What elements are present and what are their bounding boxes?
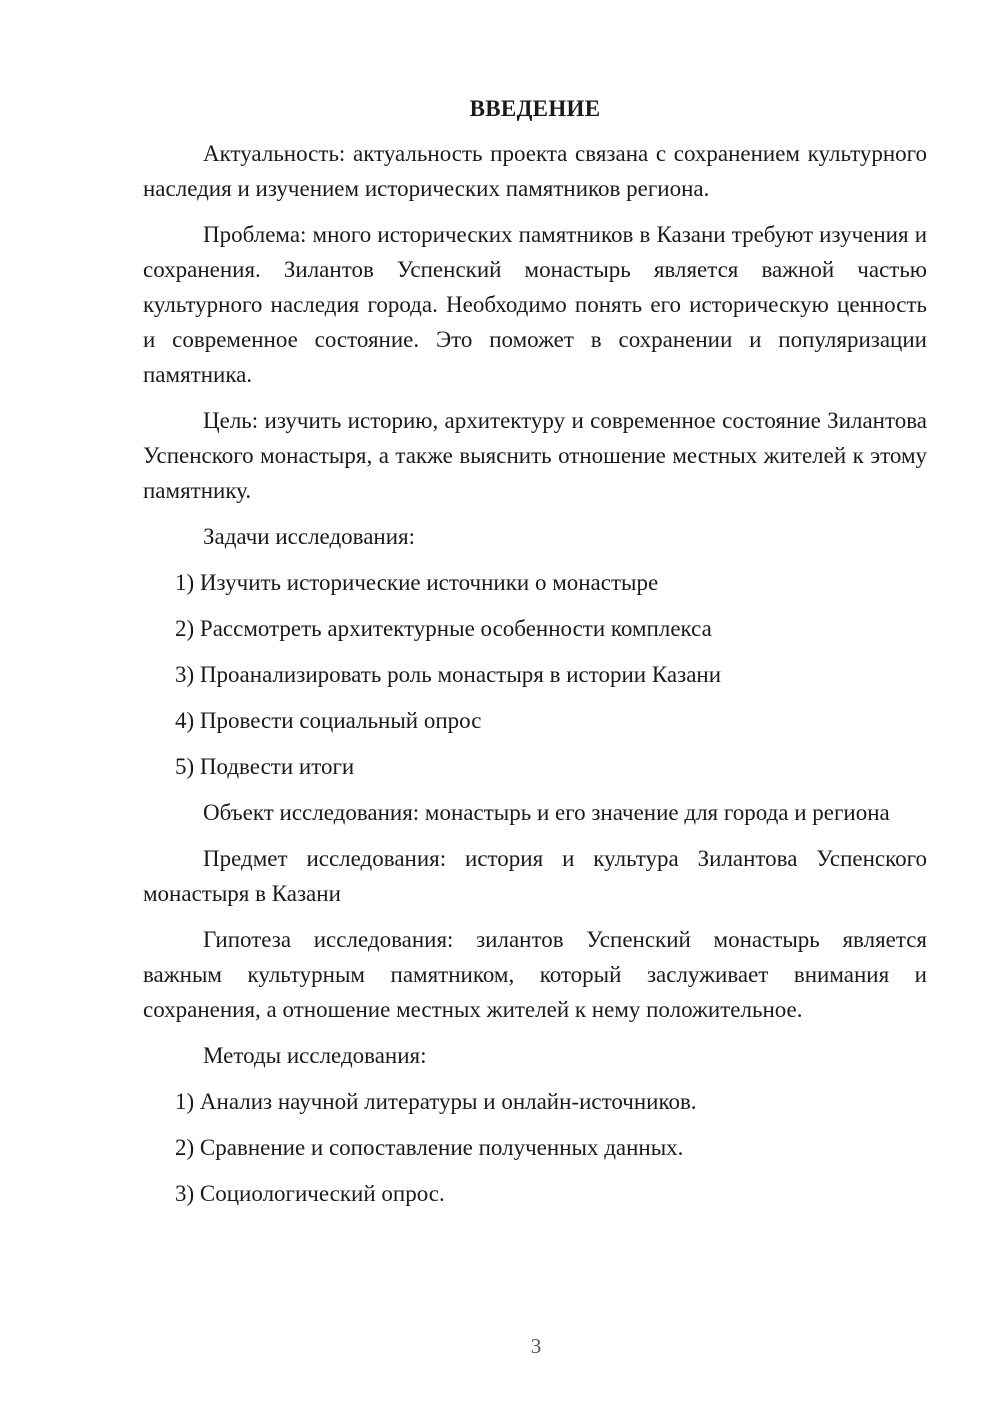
- goal-paragraph: Цель: изучить историю, архитектуру и современное состояние Зилантова Успенского монастыря, а также выяснить отношение местных жителей к этому памятнику.: [143, 408, 927, 503]
- method-item: 2) Сравнение и сопоставление полученных данных.: [175, 1135, 684, 1160]
- page-number: 3: [530, 1334, 542, 1358]
- methods-heading: Методы исследования:: [203, 1043, 427, 1068]
- problem-paragraph: Проблема: много исторических памятников в Казани требуют изучения и сохранения. Зилантов Успенский монастырь является важной частью культурного наследия города. Необходимо понять его историческую ценность и современное состояние. Это поможет в сохранении и популяризации памятника.: [143, 222, 927, 387]
- method-item: 1) Анализ научной литературы и онлайн-источников.: [175, 1089, 697, 1114]
- subject-paragraph: Предмет исследования: история и культура Зилантова Успенского монастыря в Казани: [143, 846, 927, 906]
- hypothesis-paragraph: Гипотеза исследования: зилантов Успенский монастырь является важным культурным памятником, который заслуживает внимания и сохранения, а отношение местных жителей к нему положительное.: [143, 927, 927, 1022]
- tasks-heading: Задачи исследования:: [203, 524, 416, 549]
- method-item: 3) Социологический опрос.: [175, 1181, 445, 1206]
- page-content: [143, 94, 927, 1222]
- task-item: 2) Рассмотреть архитектурные особенности комплекса: [175, 616, 712, 641]
- page-title: ВВЕДЕНИЕ: [469, 96, 601, 121]
- relevance-paragraph: Актуальность: актуальность проекта связана с сохранением культурного наследия и изучением исторических памятников региона.: [143, 141, 927, 201]
- task-item: 4) Провести социальный опрос: [175, 708, 482, 733]
- task-item: 1) Изучить исторические источники о монастыре: [175, 570, 659, 595]
- tasks-list: [143, 565, 927, 784]
- object-paragraph: Объект исследования: монастырь и его значение для города и региона: [203, 800, 890, 825]
- task-item: 3) Проанализировать роль монастыря в истории Казани: [175, 662, 722, 687]
- task-item: 5) Подвести итоги: [175, 754, 355, 779]
- methods-list: [143, 1084, 927, 1211]
